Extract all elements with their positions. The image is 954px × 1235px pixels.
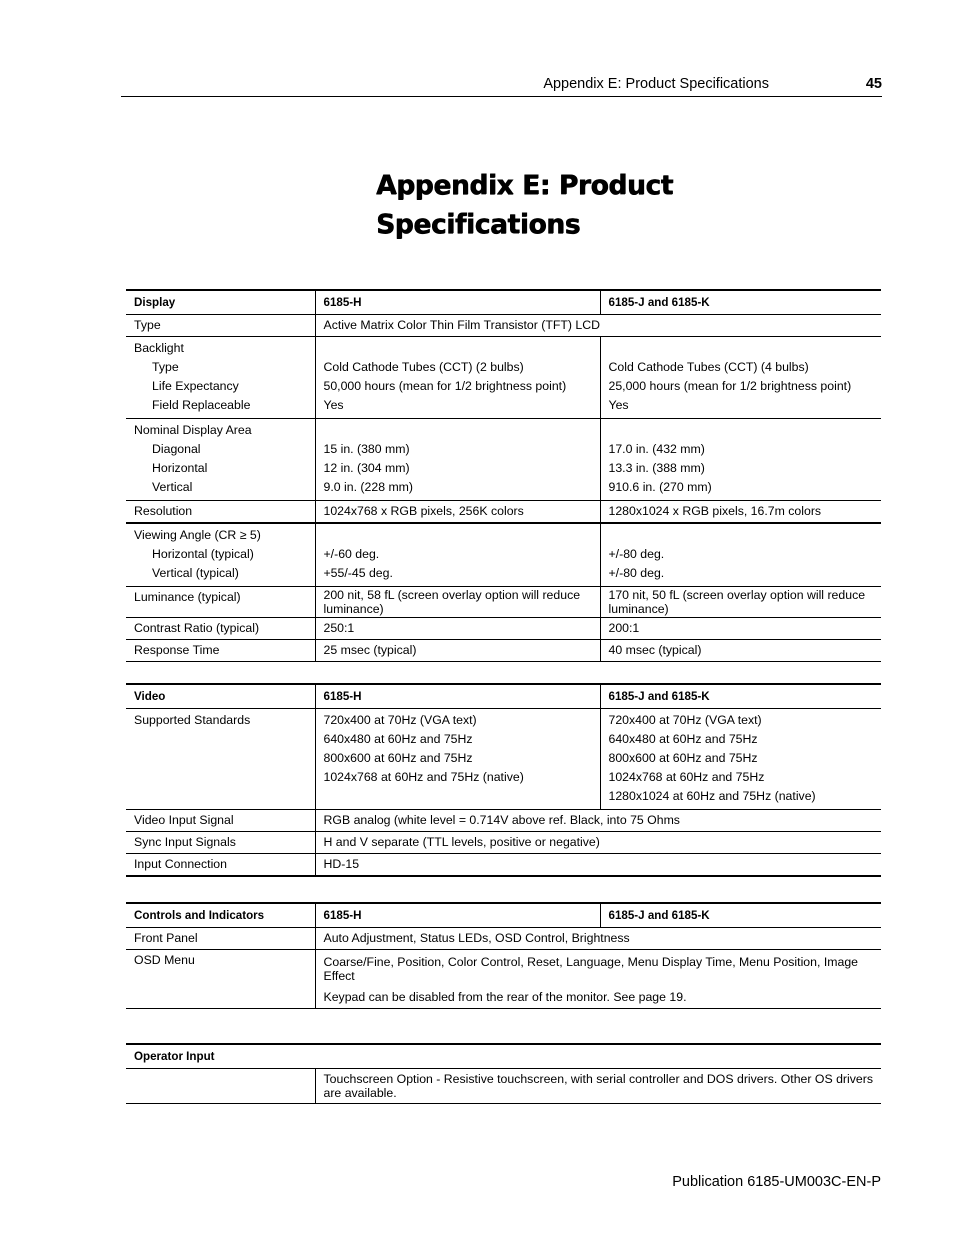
display-spec-table (126, 289, 881, 662)
page-title: Appendix E: Product Specifications (376, 170, 673, 240)
table-row: OSD Menu Coarse/Fine, Position, Color Control, Reset, Language, Menu Display Time, Menu Position, Image Effect Keypad can be disabled from the rear of the monitor. See page 19. (126, 950, 881, 1009)
table-row: Front Panel Auto Adjustment, Status LEDs, OSD Control, Brightness (126, 928, 881, 950)
table-row: Supported Standards 720x400 at 70Hz (VGA text) 640x480 at 60Hz and 75Hz 800x600 at 60Hz and 75Hz 1024x768 at 60Hz and 75Hz (native) 720x400 at 70Hz (VGA text) 640x480 at 60Hz and 75Hz 800x600 at 60Hz and 75Hz 1024x768 at 60Hz and 75Hz 1280x1024 at 60Hz and 75Hz (native) (126, 709, 881, 810)
table-row: Backlight Type Life Expectancy Field Replaceable Cold Cathode Tubes (CCT) (2 bulbs) 50,000 hours (mean for 1/2 brightness point) Yes Cold Cathode Tubes (CCT) (4 bulbs) 25,000 hours (mean for 1/2 brightness point) Yes (126, 337, 881, 419)
table-row: Resolution 1024x768 x RGB pixels, 256K colors 1280x1024 x RGB pixels, 16.7m colors (126, 501, 881, 524)
table-row: Touchscreen Option - Resistive touchscreen, with serial controller and DOS drivers. Other OS drivers are available. (126, 1069, 881, 1104)
table-header-row: Video 6185-H 6185-J and 6185-K (126, 684, 881, 709)
table-row: Contrast Ratio (typical) 250:1 200:1 (126, 618, 881, 640)
controls-spec-table (126, 902, 881, 1009)
table-row: Type Active Matrix Color Thin Film Transistor (TFT) LCD (126, 315, 881, 337)
page-number: 45 (865, 76, 882, 92)
table-row: Luminance (typical) 200 nit, 58 fL (screen overlay option will reduce luminance) 170 nit, 50 fL (screen overlay option will reduce luminance) (126, 587, 881, 618)
table-row: Video Input Signal RGB analog (white level = 0.714V above ref. Black, into 75 Ohms (126, 810, 881, 832)
video-spec-table (126, 683, 881, 877)
running-header (121, 76, 882, 97)
table-row: Sync Input Signals H and V separate (TTL levels, positive or negative) (126, 832, 881, 854)
operator-input-table (126, 1043, 881, 1104)
table-row: Input Connection HD-15 (126, 854, 881, 877)
header-title: Appendix E: Product Specifications (543, 76, 769, 92)
table-header-row: Operator Input (126, 1044, 881, 1069)
publication-footer: Publication 6185-UM003C-EN-P (672, 1174, 881, 1190)
table-header-row: Controls and Indicators 6185-H 6185-J and 6185-K (126, 903, 881, 928)
table-row: Nominal Display Area Diagonal Horizontal Vertical 15 in. (380 mm) 12 in. (304 mm) 9.0 in. (228 mm) 17.0 in. (432 mm) 13.3 in. (388 mm) 910.6 in. (270 mm) (126, 419, 881, 501)
table-row: Response Time 25 msec (typical) 40 msec (typical) (126, 640, 881, 662)
table-row: Viewing Angle (CR ≥ 5) Horizontal (typical) Vertical (typical) +/-60 deg. +55/-45 deg. +/-80 deg. +/-80 deg. (126, 523, 881, 587)
table-header-row: Display 6185-H 6185-J and 6185-K (126, 290, 881, 315)
